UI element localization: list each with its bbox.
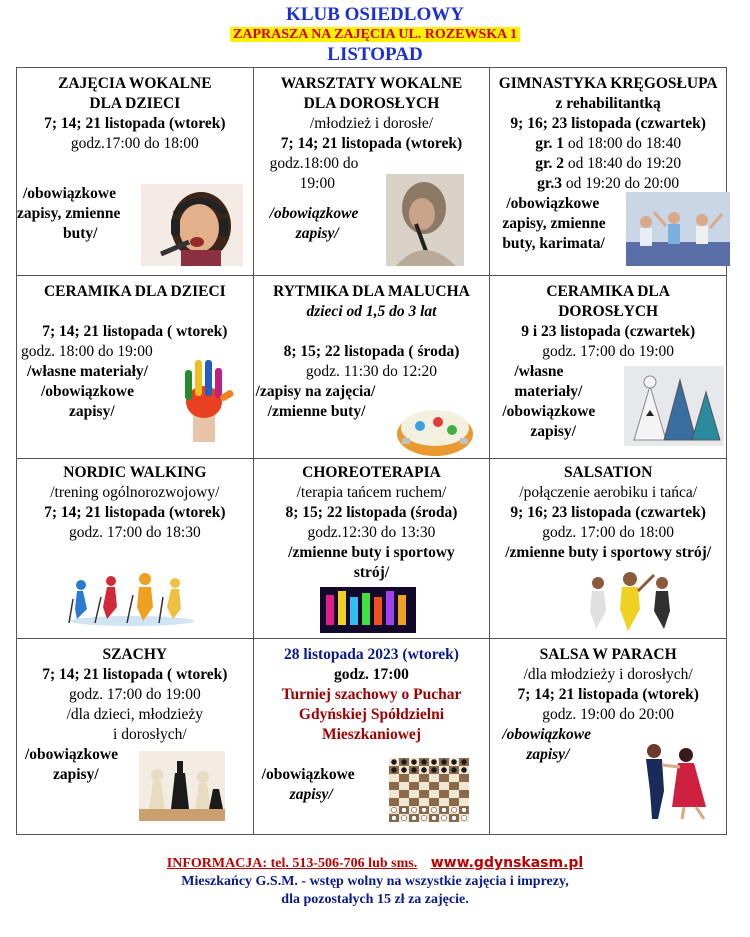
activity-hours: godz. 17:00 do 18:00 — [542, 524, 675, 541]
activity-note: /zapisy na zajęcia/ — [255, 383, 376, 400]
activity-note: zapisy/ — [295, 225, 339, 242]
activity-salsation — [490, 459, 727, 639]
chess-pieces-image — [139, 751, 225, 821]
activity-note: /zmienne buty i sportowy strój/ — [505, 544, 712, 561]
activity-choreotherapy — [253, 459, 490, 639]
activity-note: /obowiązkowe — [502, 726, 592, 743]
invite-line — [0, 27, 750, 43]
activity-title: WARSZTATY WOKALNE — [280, 75, 463, 92]
event-hour: godz. 17:00 — [334, 666, 409, 683]
activity-note: /obowiązkowe — [41, 383, 134, 400]
activity-dates: 7; 14; 21 listopada (wtorek) — [280, 135, 463, 152]
event-title: Gdyńskiej Spółdzielni — [298, 706, 445, 723]
activity-note: materiały/ — [514, 383, 583, 400]
activity-note: zapisy/ — [530, 423, 576, 440]
chessboard-image — [386, 757, 472, 823]
schedule-grid — [16, 67, 727, 835]
activity-title: CHOREOTERAPIA — [302, 464, 441, 481]
activity-note: buty, karimata/ — [502, 235, 605, 252]
activity-subtitle: /trening ogólnorozwojowy/ — [50, 484, 220, 501]
activity-note: zapisy, zmienne — [502, 215, 606, 232]
activity-dates: 9; 16; 23 listopada (czwartek) — [510, 504, 706, 521]
group-2: gr. 2 od 18:40 do 19:20 — [535, 155, 682, 172]
activity-hours: godz. 17:00 do 19:00 — [68, 686, 201, 703]
dancers-silhouettes-image — [320, 587, 416, 633]
tambourine-image — [394, 398, 476, 460]
activity-dates: 9 i 23 listopada (czwartek) — [521, 323, 696, 340]
activity-title: ZAJĘCIA WOKALNE — [58, 75, 212, 92]
activity-note: zapisy/ — [526, 746, 570, 763]
activity-ceramics-kids — [17, 276, 254, 459]
activity-note: /zmienne buty/ — [267, 403, 366, 420]
activity-vocal-adults — [253, 68, 490, 276]
activity-title: DOROSŁYCH — [558, 303, 659, 320]
activity-note: zapisy/ — [69, 403, 115, 420]
others-fee-note: dla pozostałych 15 zł za zajęcie. — [281, 892, 469, 907]
activity-hours: godz.12:30 do 13:30 — [307, 524, 436, 541]
activity-subtitle: z rehabilitantką — [555, 95, 661, 112]
activity-title: DLA DZIECI — [89, 95, 181, 112]
activity-hours: godz. 17:00 do 18:30 — [68, 524, 201, 541]
activity-title: SALSATION — [563, 464, 653, 481]
activity-ceramics-adults — [490, 276, 727, 459]
info-line — [0, 855, 750, 872]
activity-subtitle: /dla dzieci, młodzieży — [66, 706, 204, 723]
activity-note: zapisy, zmienne — [17, 205, 121, 222]
activity-salsa-pairs — [490, 639, 727, 835]
activity-subtitle: i dorosłych/ — [113, 726, 187, 743]
activity-title: SALSA W PARACH — [539, 646, 677, 663]
activity-title: RYTMIKA DLA MALUCHA — [273, 283, 470, 300]
activity-note: /własne — [514, 363, 564, 380]
activity-subtitle: dzieci od 1,5 do 3 lat — [306, 303, 437, 320]
activity-hours: godz. 19:00 do 20:00 — [542, 706, 675, 723]
singer-microphone-image — [386, 174, 464, 266]
residents-note: Mieszkańcy G.S.M. - wstęp wolny na wszystkie zajęcia i imprezy, — [181, 874, 569, 889]
group-1: gr. 1 od 18:00 do 18:40 — [535, 135, 682, 152]
activity-dates: 7; 14; 21 listopada (wtorek) — [44, 115, 226, 132]
activity-note: /obowiązkowe — [261, 766, 355, 783]
activity-dates: 7; 14; 21 listopada (wtorek) — [44, 504, 226, 521]
activity-note: strój/ — [353, 564, 390, 581]
event-title: Mieszkaniowej — [321, 726, 421, 743]
activity-subtitle: /młodzież i dorosłe/ — [309, 115, 434, 132]
activity-note: buty/ — [63, 225, 98, 242]
salsa-couple-image — [624, 739, 716, 821]
activity-hours: godz. 11:30 do 12:20 — [305, 363, 438, 380]
activity-nordic-walking — [17, 459, 254, 639]
activity-note: /obowiązkowe — [269, 205, 359, 222]
info-phone: INFORMACJA: tel. 513-506-706 lub sms. — [166, 856, 418, 871]
ceramic-figures-image — [624, 366, 724, 446]
activity-spine-gym — [490, 68, 727, 276]
activity-dates: 8; 15; 22 listopada (środa) — [285, 504, 458, 521]
club-title: KLUB OSIEDLOWY — [286, 4, 464, 25]
activity-hours: godz.17:00 do 18:00 — [70, 135, 199, 152]
activity-title: CERAMIKA DLA — [546, 283, 670, 300]
activity-hours: godz. 17:00 do 19:00 — [542, 343, 675, 360]
activity-title: SZACHY — [102, 646, 168, 663]
activity-hours: godz. 18:00 do 19:00 — [21, 343, 153, 360]
group-3: gr.3 od 19:20 do 20:00 — [537, 175, 680, 192]
event-title: Turniej szachowy o Puchar — [281, 686, 462, 703]
singing-girl-image — [141, 184, 243, 266]
activity-hours: 19:00 — [299, 175, 335, 192]
activity-note: /zmienne buty i sportowy — [288, 544, 455, 561]
event-chess-tournament — [253, 639, 490, 835]
nordic-walkers-image — [67, 571, 197, 627]
activity-note: zapisy/ — [289, 786, 333, 803]
activity-dates: 7; 14; 21 listopada (wtorek) — [517, 686, 699, 703]
activity-note: /obowiązkowe — [506, 195, 600, 212]
invite-text: ZAPRASZA NA ZAJĘCIA UL. ROZEWSKA 1 — [230, 27, 520, 42]
activity-vocal-kids — [17, 68, 254, 276]
activity-title: NORDIC WALKING — [63, 464, 207, 481]
activity-dates: 7; 14; 21 listopada ( wtorek) — [42, 323, 228, 340]
activity-dates: 9; 16; 23 listopada (czwartek) — [510, 115, 706, 132]
activity-hours: godz.18:00 do — [269, 155, 359, 172]
activity-subtitle: /połączenie aerobiku i tańca/ — [519, 484, 698, 501]
activity-title: GIMNASTYKA KRĘGOSŁUPA — [498, 75, 718, 92]
event-date: 28 listopada 2023 (wtorek) — [284, 646, 459, 663]
month-title: LISTOPAD — [327, 44, 423, 65]
activity-note: /obowiązkowe — [25, 746, 118, 763]
website-link[interactable]: www.gdynskasm.pl — [430, 855, 584, 871]
gymnastics-class-image — [626, 192, 730, 266]
activity-note: /obowiązkowe — [502, 403, 596, 420]
activity-subtitle: /dla młodzieży i dorosłych/ — [523, 666, 693, 683]
activity-note: /własne materiały/ — [27, 363, 148, 380]
activity-subtitle: /terapia tańcem ruchem/ — [296, 484, 447, 501]
activity-chess — [17, 639, 254, 835]
activity-dates: 7; 14; 21 listopada ( wtorek) — [42, 666, 228, 683]
salsation-dancers-image — [580, 571, 680, 633]
painted-hand-image — [173, 356, 235, 442]
activity-rhythmics-toddlers — [253, 276, 490, 459]
activity-note: /obowiązkowe — [23, 185, 116, 202]
activity-dates: 8; 15; 22 listopada ( środa) — [283, 343, 460, 360]
activity-note: zapisy/ — [53, 766, 99, 783]
activity-title: CERAMIKA DLA DZIECI — [43, 283, 226, 300]
activity-title: DLA DOROSŁYCH — [303, 95, 440, 112]
